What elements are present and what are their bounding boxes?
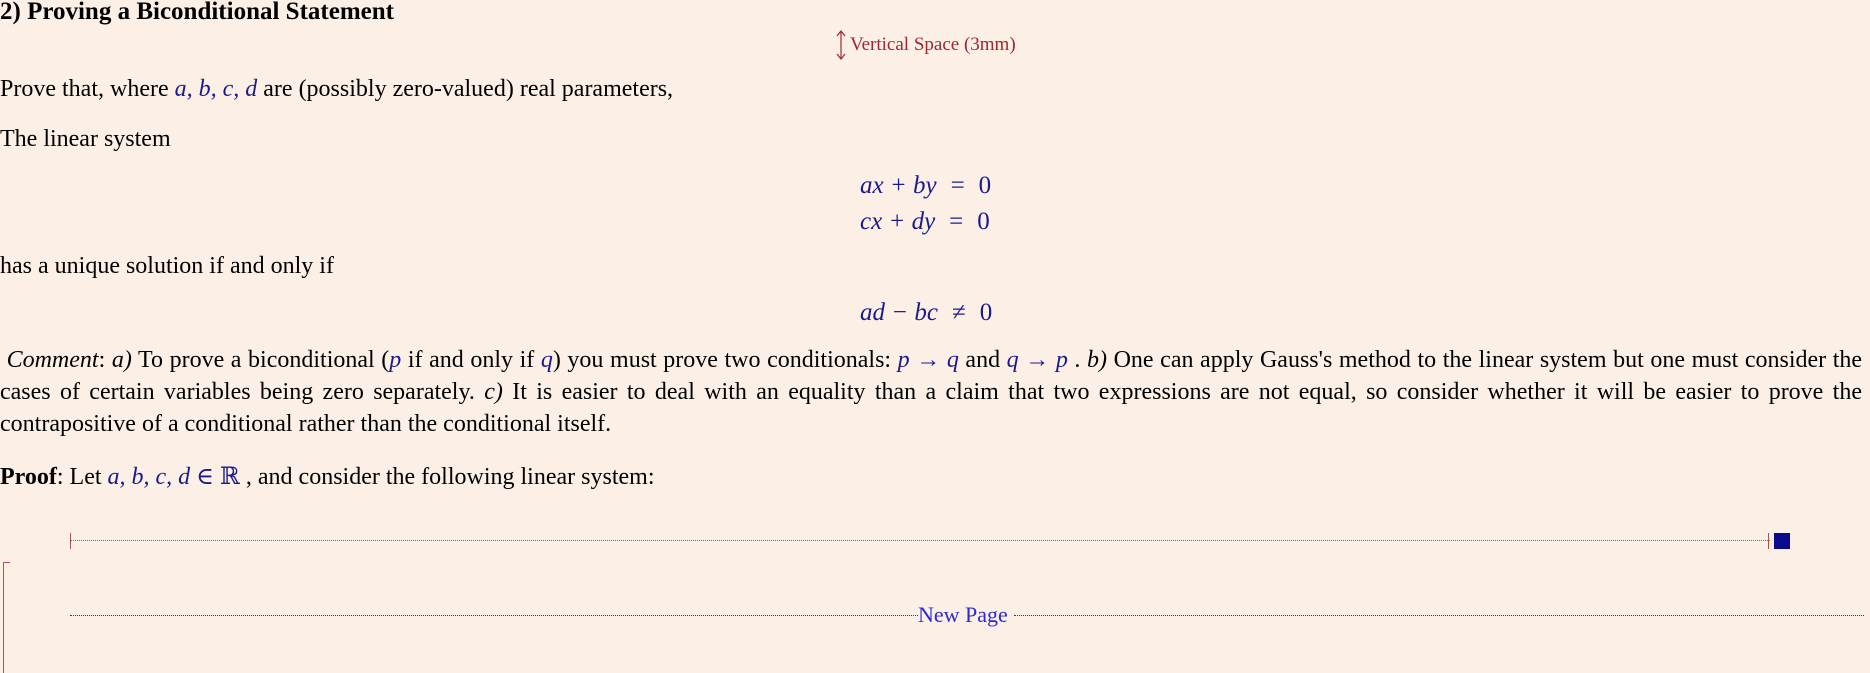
comment-b-tag: b) xyxy=(1087,347,1108,373)
comment-period: . xyxy=(1067,347,1088,373)
equation-1-lhs: ax + by xyxy=(860,172,937,199)
new-page-line-right xyxy=(1014,615,1864,616)
comment-iff: if and only if xyxy=(401,347,541,373)
equation-2 xyxy=(860,208,990,236)
section-heading: 2) Proving a Biconditional Statement xyxy=(0,0,394,25)
new-page-label: New Page xyxy=(918,602,1008,627)
proof-label: Proof xyxy=(0,464,57,490)
proof-vars: a, b, c, d ∈ xyxy=(107,464,220,490)
math-region-right-cap xyxy=(1768,533,1769,549)
comment-q: q xyxy=(540,347,553,373)
condition-rhs: 0 xyxy=(979,299,993,326)
execution-group-bracket[interactable] xyxy=(3,562,10,673)
vertical-space-label: Vertical Space (3mm) xyxy=(850,34,1016,55)
intro-suffix: are (possibly zero-valued) real parameters, xyxy=(257,76,674,102)
comment-c-tag: c) xyxy=(484,379,503,405)
intro-paragraph xyxy=(0,76,673,103)
comment-a-text1: To prove a biconditional ( xyxy=(131,347,390,373)
comment-b-text: One can apply Gauss's method to the linear system but one must consider the cases of certain variables being zero separately. xyxy=(0,347,1863,405)
comment-a-tag: a) xyxy=(111,347,132,373)
condition-equation xyxy=(860,299,992,327)
intro-prefix: Prove that, where xyxy=(0,76,175,102)
equation-1-rel: = xyxy=(950,172,965,199)
new-page-line-left xyxy=(70,615,918,616)
proof-text1: : Let xyxy=(56,464,108,490)
condition-rel: ≠ xyxy=(951,299,966,326)
equation-1 xyxy=(860,172,991,200)
linear-system-label: The linear system xyxy=(0,126,171,152)
vertical-space-marker[interactable] xyxy=(836,30,1016,60)
comment-paragraph: Comment: a) To prove a biconditional (p if and only if q) you must prove two conditionals: p → q and q → p . b) One can apply Gauss's method to the linear system but one must consider the cases of certain variables being zero separately. c) It is easier to deal with an equality than a claim that two expressions are not equal, so consider whether it will be easier to prove the contrapositive of a conditional rather than the conditional itself. xyxy=(0,347,1863,437)
comment-cond2: q → p xyxy=(1006,347,1068,373)
reals-symbol: ℝ xyxy=(219,464,240,490)
math-region-left-cap xyxy=(70,533,71,549)
comment-label: Comment xyxy=(6,347,99,373)
comment-c-text: It is easier to deal with an equality than a claim that two expressions are not equal, so consider whether it will be easier to prove the contrapositive of a conditional rather than the conditional itself. xyxy=(0,379,1862,437)
comment-p: p xyxy=(389,347,402,373)
proof-paragraph xyxy=(0,462,654,491)
comment-cond1: p → q xyxy=(897,347,959,373)
equation-2-rhs: 0 xyxy=(977,208,990,235)
intro-vars: a, b, c, d xyxy=(174,76,258,102)
math-region-dotted-line[interactable] xyxy=(70,540,1770,541)
region-end-marker[interactable] xyxy=(1774,533,1790,549)
condition-lhs: ad − bc xyxy=(860,299,938,326)
vertical-arrow-icon xyxy=(836,30,846,60)
equation-2-lhs: cx + dy xyxy=(860,208,936,235)
comment-a-text2: ) you must prove two conditionals: xyxy=(552,347,898,373)
proof-text2: , and consider the following linear system: xyxy=(239,464,655,490)
comment-and: and xyxy=(958,347,1007,373)
iff-label: has a unique solution if and only if xyxy=(0,253,334,279)
equation-1-rhs: 0 xyxy=(978,172,992,199)
equation-2-rel: = xyxy=(949,208,964,235)
